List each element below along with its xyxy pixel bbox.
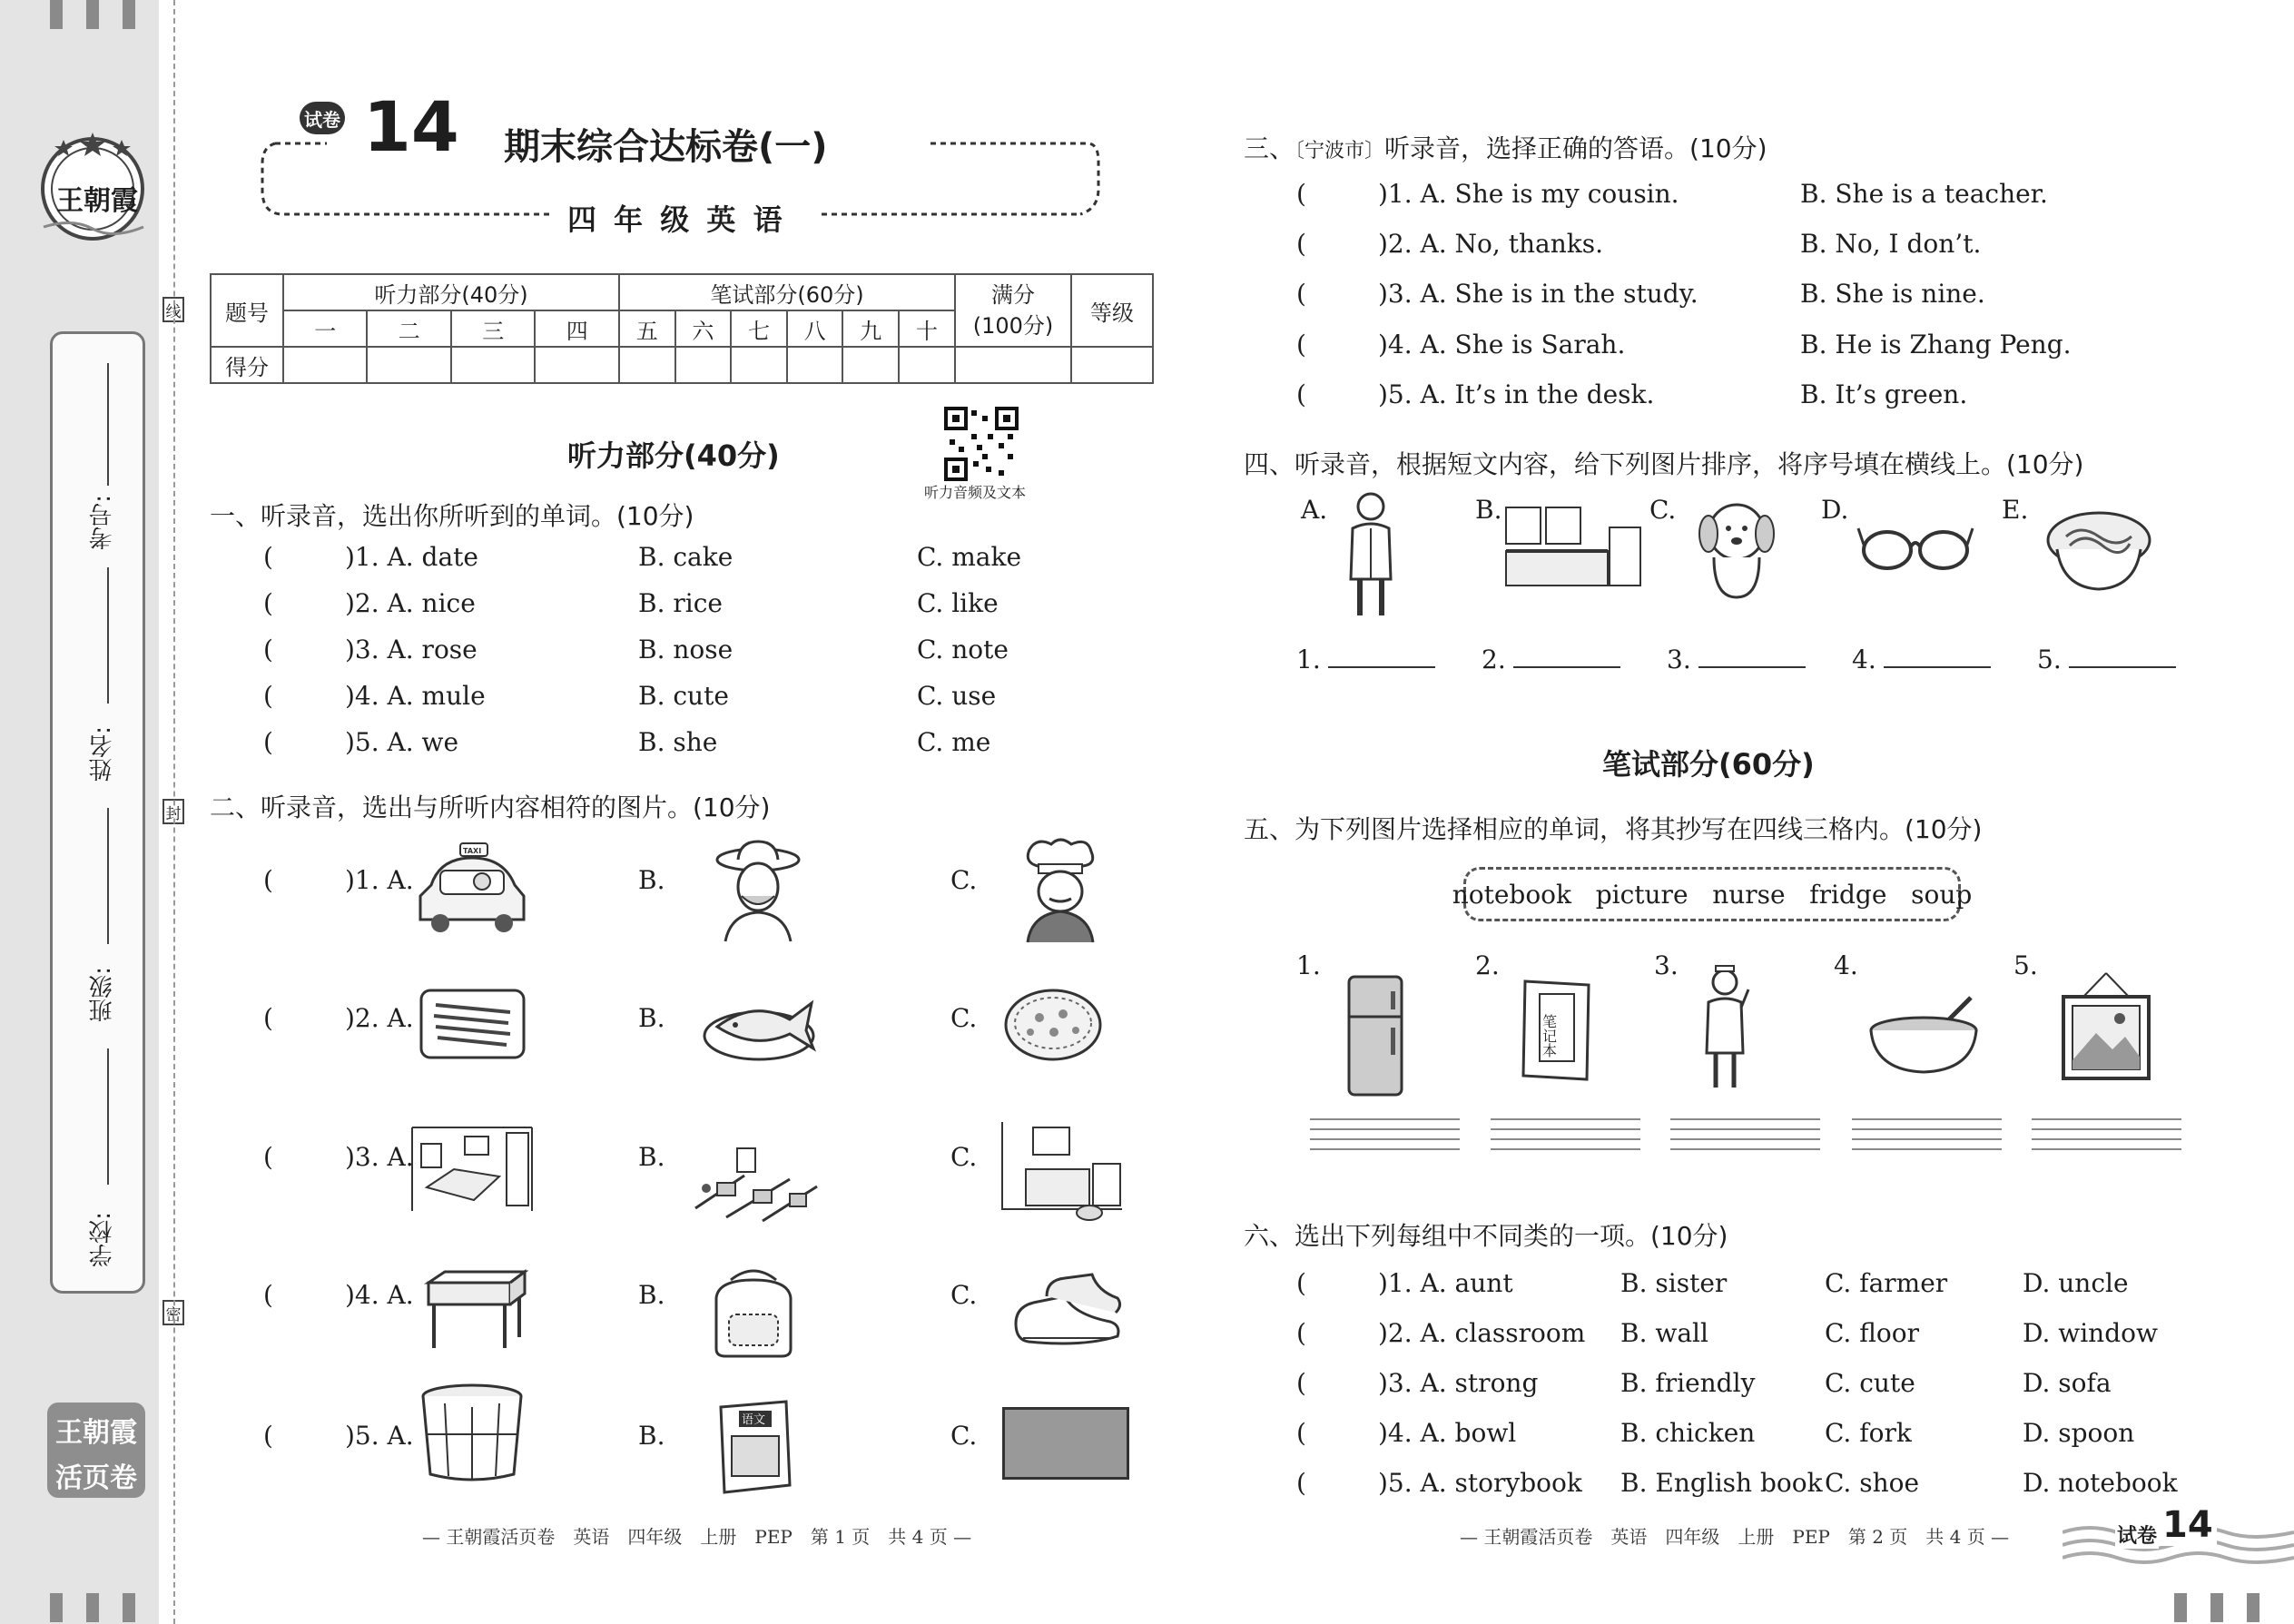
q1-item-2-b[interactable]: B. rice xyxy=(638,588,723,618)
cut-mark-line: 线 xyxy=(162,297,184,322)
bottom-bar-mark xyxy=(2247,1593,2260,1622)
q5-heading: 五、为下列图片选择相应的单词，将其抄写在四线三格内。(10分) xyxy=(1244,814,1983,844)
score-cell[interactable] xyxy=(899,347,955,383)
q3-item-1-b[interactable]: B. She is a teacher. xyxy=(1800,179,2048,209)
q6-item-5-b[interactable]: B. English book xyxy=(1620,1468,1823,1498)
q2-item-1[interactable]: ( )1. A. xyxy=(263,865,414,895)
q2-item-5[interactable]: ( )5. A. xyxy=(263,1421,414,1451)
q6-item-2[interactable]: ( )2. A. classroom xyxy=(1296,1318,1586,1348)
score-col-6: 六 xyxy=(675,310,732,347)
score-cell[interactable] xyxy=(675,347,732,383)
q3-item-1[interactable]: ( )1. A. She is my cousin. xyxy=(1296,179,1679,209)
q5-writing-lines-4[interactable] xyxy=(1852,1118,2002,1150)
score-col-1: 一 xyxy=(283,310,367,347)
bottom-bar-mark xyxy=(2210,1593,2223,1622)
q6-item-1-b[interactable]: B. sister xyxy=(1620,1268,1728,1298)
q4-label-a: A. xyxy=(1301,495,1328,525)
q2-item-3-c[interactable]: C. xyxy=(950,1142,978,1172)
corner-exam-label: 试卷 xyxy=(2115,1521,2159,1549)
score-cell[interactable] xyxy=(619,347,675,383)
book-title-label: 语文 xyxy=(742,1413,766,1427)
qr-caption: 听力音频及文本 xyxy=(924,484,1027,501)
q3-item-4[interactable]: ( )4. A. She is Sarah. xyxy=(1296,330,1626,359)
fries-picture[interactable] xyxy=(416,983,529,1065)
chinese-book-picture[interactable] xyxy=(708,1398,799,1498)
q2-item-1-c[interactable]: C. xyxy=(950,865,978,895)
cut-mark-close: 密 xyxy=(162,1300,184,1325)
q3-item-3[interactable]: ( )3. A. She is in the study. xyxy=(1296,279,1698,309)
exam-number: 14 xyxy=(363,86,459,167)
q6-item-1-c[interactable]: C. farmer xyxy=(1825,1268,1948,1298)
q2-item-2-c[interactable]: C. xyxy=(950,1003,978,1033)
school-label: 学校: xyxy=(89,1212,116,1267)
score-cell[interactable] xyxy=(1071,347,1153,383)
q4-label-e: E. xyxy=(2002,495,2029,525)
q1-item-1-c[interactable]: C. make xyxy=(917,542,1022,572)
kitchen-picture[interactable] xyxy=(999,1118,1126,1223)
listening-section-title: 听力部分(40分) xyxy=(567,438,780,473)
q1-item-1-b[interactable]: B. cake xyxy=(638,542,733,572)
score-table-grade-header: 等级 xyxy=(1071,274,1153,347)
score-col-8: 八 xyxy=(787,310,843,347)
footer-page-1: — 王朝霞活页卷 英语 四年级 上册 PEP 第 1 页 共 4 页 — xyxy=(422,1526,972,1548)
picture-frame-picture[interactable] xyxy=(2056,969,2156,1083)
score-cell[interactable] xyxy=(731,347,787,383)
q4-blank-3[interactable]: 3. xyxy=(1667,645,1806,674)
q1-item-3-c[interactable]: C. note xyxy=(917,635,1009,664)
score-table-qno-header: 题号 xyxy=(211,274,283,347)
score-cell[interactable] xyxy=(451,347,535,383)
q1-item-4-b[interactable]: B. cute xyxy=(638,681,729,711)
q4-blank-5[interactable]: 5. xyxy=(2037,645,2176,674)
footer-page-2: — 王朝霞活页卷 英语 四年级 上册 PEP 第 2 页 共 4 页 — xyxy=(1460,1526,2010,1548)
q2-heading: 二、听录音，选出与所听内容相符的图片。(10分) xyxy=(210,792,771,822)
q3-item-2-b[interactable]: B. No, I don’t. xyxy=(1800,229,1982,259)
fish-picture[interactable] xyxy=(699,983,822,1065)
q5-writing-lines-1[interactable] xyxy=(1310,1118,1460,1150)
score-cell[interactable] xyxy=(535,347,619,383)
q4-blank-2[interactable]: 2. xyxy=(1482,645,1620,674)
q4-heading: 四、听录音，根据短文内容，给下列图片排序，将序号填在横线上。(10分) xyxy=(1244,449,2084,479)
pizza-picture[interactable] xyxy=(1003,983,1103,1065)
q2-item-5-c[interactable]: C. xyxy=(950,1421,978,1451)
score-table-full-header: 满分 (100分) xyxy=(955,274,1071,347)
q2-item-4-c[interactable]: C. xyxy=(950,1280,978,1310)
q5-writing-lines-5[interactable] xyxy=(2032,1118,2181,1150)
q1-item-1[interactable]: ( )1. A. date xyxy=(263,542,478,572)
q3-item-4-b[interactable]: B. He is Zhang Peng. xyxy=(1800,330,2072,359)
score-cell[interactable] xyxy=(842,347,899,383)
q5-writing-lines-3[interactable] xyxy=(1670,1118,1820,1150)
score-col-4: 四 xyxy=(535,310,619,347)
noodles-picture[interactable] xyxy=(2044,504,2153,595)
trash-bin-picture[interactable] xyxy=(418,1380,527,1484)
blackboard-picture[interactable] xyxy=(1002,1407,1129,1480)
score-col-3: 三 xyxy=(451,310,535,347)
brand-badge-sub: 活页卷 xyxy=(55,1462,137,1494)
q6-item-4[interactable]: ( )4. A. bowl xyxy=(1296,1418,1517,1448)
q6-item-4-c[interactable]: C. fork xyxy=(1825,1418,1912,1448)
q1-item-4[interactable]: ( )4. A. mule xyxy=(263,681,486,711)
q4-label-c: C. xyxy=(1649,495,1677,525)
score-cell[interactable] xyxy=(955,347,1071,383)
student-info-box xyxy=(50,331,145,1294)
q6-item-2-c[interactable]: C. floor xyxy=(1825,1318,1920,1348)
q5-num-4: 4. xyxy=(1834,950,1858,980)
q2-item-3-b[interactable]: B. xyxy=(638,1142,665,1172)
taxi-sign: TAXI xyxy=(463,847,482,855)
brand-seal-name: 王朝霞 xyxy=(56,185,138,217)
brand-badge-name: 王朝霞 xyxy=(55,1417,137,1449)
writing-section-title: 笔试部分(60分) xyxy=(1602,747,1815,782)
exam-number-field-lower[interactable] xyxy=(107,567,109,704)
q1-item-3-b[interactable]: B. nose xyxy=(638,635,733,664)
farmer-picture[interactable] xyxy=(713,840,803,944)
exam-number-field[interactable] xyxy=(107,363,109,486)
q3-item-2[interactable]: ( )2. A. No, thanks. xyxy=(1296,229,1603,259)
exam-label-badge: 试卷 xyxy=(300,102,345,134)
q2-item-5-b[interactable]: B. xyxy=(638,1421,665,1451)
q3-item-3-b[interactable]: B. She is nine. xyxy=(1800,279,1985,309)
q3-heading: 三、〔宁波市〕听录音，选择正确的答语。(10分) xyxy=(1244,133,1767,163)
qr-code[interactable] xyxy=(944,407,1019,481)
taxi-picture[interactable] xyxy=(413,840,531,940)
score-table-listening-header: 听力部分(40分) xyxy=(283,274,619,310)
glasses-picture[interactable] xyxy=(1856,519,1974,574)
q3-item-5[interactable]: ( )5. A. It’s in the desk. xyxy=(1296,379,1655,409)
q6-item-3-d[interactable]: D. sofa xyxy=(2023,1368,2112,1398)
q5-num-1: 1. xyxy=(1296,950,1321,980)
exam-subtitle: 四 年 级 英 语 xyxy=(567,202,786,237)
score-col-7: 七 xyxy=(731,310,787,347)
corner-exam-number: 14 xyxy=(2159,1504,2217,1546)
q1-item-5-c[interactable]: C. me xyxy=(917,727,991,757)
q1-heading: 一、听录音，选出你所听到的单词。(10分) xyxy=(210,501,694,531)
exam-title: 期末综合达标卷(一) xyxy=(504,126,828,168)
q6-item-5-d[interactable]: D. notebook xyxy=(2023,1468,2178,1498)
q6-item-5[interactable]: ( )5. A. storybook xyxy=(1296,1468,1582,1498)
notebook-cover-label: 笔记本 xyxy=(1540,1014,1558,1058)
q6-item-4-b[interactable]: B. chicken xyxy=(1620,1418,1756,1448)
q6-item-1-d[interactable]: D. uncle xyxy=(2023,1268,2129,1298)
q1-item-5-b[interactable]: B. she xyxy=(638,727,718,757)
q5-num-5: 5. xyxy=(2013,950,2038,980)
q5-word-bank: notebook picture nurse fridge soup xyxy=(1463,867,1961,921)
q5-num-3: 3. xyxy=(1654,950,1679,980)
q4-blank-4[interactable]: 4. xyxy=(1852,645,1991,674)
q2-item-3[interactable]: ( )3. A. xyxy=(263,1142,414,1172)
class-field[interactable] xyxy=(107,1048,109,1185)
q6-item-2-b[interactable]: B. wall xyxy=(1620,1318,1708,1348)
score-table-writing-header: 笔试部分(60分) xyxy=(619,274,955,310)
bedroom-picture[interactable] xyxy=(409,1124,536,1215)
exam-number-label: 考号: xyxy=(89,495,116,550)
q6-item-1[interactable]: ( )1. A. aunt xyxy=(1296,1268,1513,1298)
doctor-picture[interactable] xyxy=(1344,488,1398,625)
q4-label-b: B. xyxy=(1475,495,1502,525)
score-table xyxy=(210,273,1154,384)
classroom-picture[interactable] xyxy=(690,1130,826,1225)
fridge-picture[interactable] xyxy=(1344,973,1407,1100)
q6-heading: 六、选出下列每组中不同类的一项。(10分) xyxy=(1244,1221,1728,1251)
q6-item-4-d[interactable]: D. spoon xyxy=(2023,1418,2135,1448)
q5-num-2: 2. xyxy=(1475,950,1500,980)
kitchen-counter-picture[interactable] xyxy=(1502,504,1643,590)
cut-mark-seal: 封 xyxy=(162,799,184,824)
dog-picture[interactable] xyxy=(1696,497,1777,602)
score-col-2: 二 xyxy=(367,310,450,347)
score-col-5: 五 xyxy=(619,310,675,347)
score-cell[interactable] xyxy=(787,347,843,383)
q2-item-4-b[interactable]: B. xyxy=(638,1280,665,1310)
q2-item-2[interactable]: ( )2. A. xyxy=(263,1003,414,1033)
q6-item-3[interactable]: ( )3. A. strong xyxy=(1296,1368,1539,1398)
student-name-field[interactable] xyxy=(107,808,109,944)
score-cell[interactable] xyxy=(283,347,367,383)
nurse-picture[interactable] xyxy=(1698,962,1752,1094)
bottom-bar-mark xyxy=(2174,1593,2187,1622)
notebook-picture[interactable] xyxy=(1516,976,1598,1085)
q2-item-4[interactable]: ( )4. A. xyxy=(263,1280,414,1310)
q2-item-2-b[interactable]: B. xyxy=(638,1003,665,1033)
score-col-9: 九 xyxy=(842,310,899,347)
q6-item-2-d[interactable]: D. window xyxy=(2023,1318,2158,1348)
brand-badge xyxy=(47,1403,145,1498)
q6-item-5-c[interactable]: C. shoe xyxy=(1825,1468,1920,1498)
q4-blank-1[interactable]: 1. xyxy=(1296,645,1435,674)
q6-item-3-b[interactable]: B. friendly xyxy=(1620,1368,1756,1398)
schoolbag-picture[interactable] xyxy=(704,1262,803,1362)
q1-item-2[interactable]: ( )2. A. nice xyxy=(263,588,476,618)
q1-item-4-c[interactable]: C. use xyxy=(917,681,997,711)
score-cell[interactable] xyxy=(367,347,450,383)
q5-writing-lines-2[interactable] xyxy=(1491,1118,1640,1150)
class-label: 班级: xyxy=(89,967,116,1022)
shoes-picture[interactable] xyxy=(1010,1269,1124,1355)
q1-item-3[interactable]: ( )3. A. rose xyxy=(263,635,478,664)
q2-item-1-b[interactable]: B. xyxy=(638,865,665,895)
cook-picture[interactable] xyxy=(1015,835,1106,944)
q1-item-5[interactable]: ( )5. A. we xyxy=(263,727,459,757)
name-label: 姓名: xyxy=(89,726,116,782)
score-row-label: 得分 xyxy=(211,347,283,383)
q3-item-5-b[interactable]: B. It’s green. xyxy=(1800,379,1968,409)
q6-item-3-c[interactable]: C. cute xyxy=(1825,1368,1915,1398)
q1-item-2-c[interactable]: C. like xyxy=(917,588,999,618)
q3-region-tag: 〔宁波市〕 xyxy=(1295,140,1385,162)
score-col-10: 十 xyxy=(899,310,955,347)
q4-label-d: D. xyxy=(1821,495,1849,525)
fold-line xyxy=(173,0,175,1624)
soup-picture[interactable] xyxy=(1866,994,1984,1076)
desk-picture[interactable] xyxy=(419,1266,528,1353)
